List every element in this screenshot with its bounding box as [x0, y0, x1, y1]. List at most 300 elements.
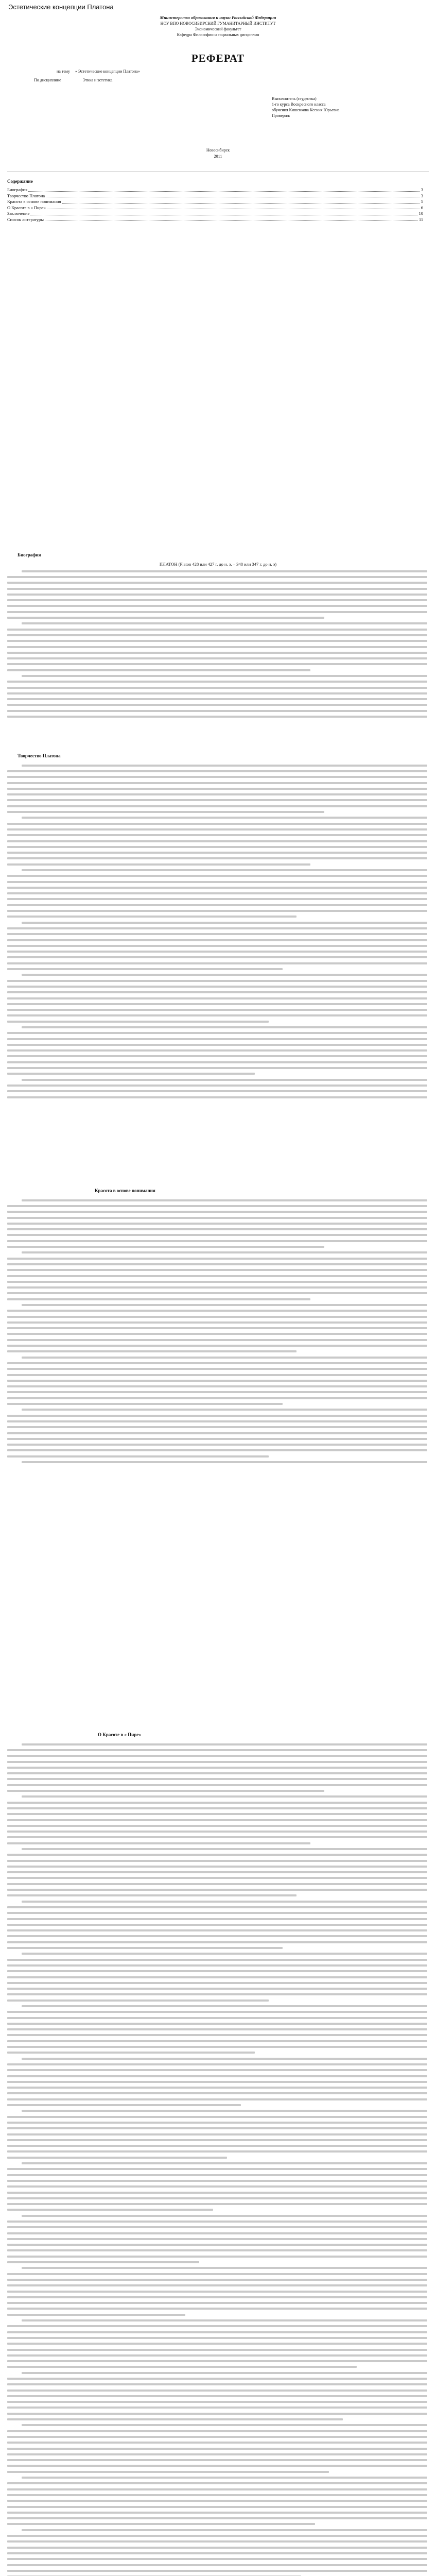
text-line [7, 1203, 427, 1209]
text-line [7, 931, 427, 937]
text-line [7, 908, 427, 913]
text-line [7, 1811, 427, 1817]
text-line [7, 1934, 427, 1939]
text-line [7, 1459, 427, 1465]
text-line [7, 2370, 427, 2376]
text-line [7, 2440, 427, 2446]
text-line [7, 1238, 427, 1244]
text-line [7, 2213, 427, 2218]
text-line [7, 2242, 427, 2248]
text-line [7, 2096, 427, 2102]
text-line [7, 667, 427, 673]
toc-title: Содержание [7, 179, 33, 184]
text-line [7, 1840, 427, 1846]
text-line [7, 2259, 427, 2265]
text-line [7, 2131, 427, 2137]
text-line [7, 1065, 427, 1071]
text-line [7, 826, 427, 832]
text-line [7, 2475, 427, 2480]
text-line [7, 1887, 427, 1892]
text-line [7, 1077, 427, 1082]
topic-text: « Эстетические концепции Платона» [75, 69, 140, 74]
text-line [7, 762, 427, 768]
toc-leader [46, 193, 420, 198]
text-line [7, 1413, 427, 1418]
body-text [7, 1741, 427, 2576]
text-line [7, 774, 427, 780]
text-line [7, 2044, 427, 2049]
text-line [7, 1980, 427, 1986]
text-line [7, 2539, 427, 2545]
text-line [7, 768, 427, 774]
text-line [7, 2312, 427, 2317]
text-line [7, 955, 427, 960]
text-line [7, 1232, 427, 1238]
text-line [7, 714, 427, 719]
text-line [7, 1846, 427, 1852]
text-line [7, 1384, 427, 1389]
section-creativity [7, 753, 429, 1100]
text-line [7, 1250, 427, 1256]
text-line [7, 1835, 427, 1840]
text-line [7, 2545, 427, 2550]
text-line [7, 1875, 427, 1881]
toc-leader [45, 217, 418, 222]
toc-item[interactable] [7, 199, 423, 205]
text-line [7, 1019, 427, 1024]
text-line [7, 1805, 427, 1811]
text-line [7, 2225, 427, 2230]
text-line [7, 2463, 427, 2469]
year: 2011 [214, 154, 222, 159]
text-line [7, 1036, 427, 1042]
section-heading: О Красоте в « Пире» [98, 1732, 141, 1737]
text-line [7, 990, 427, 995]
text-line [7, 708, 427, 714]
divider [7, 171, 429, 172]
text-line [7, 644, 427, 650]
toc-item[interactable] [7, 211, 423, 217]
text-line [7, 2271, 427, 2277]
text-line [7, 1319, 427, 1325]
text-line [7, 925, 427, 931]
performer-block [272, 96, 429, 118]
text-line [7, 2178, 427, 2183]
body-text [7, 1197, 427, 1465]
text-line [7, 896, 427, 902]
text-line [7, 984, 427, 989]
text-line [7, 798, 427, 803]
text-line [7, 2190, 427, 2195]
section-heading: Биография [18, 552, 41, 557]
text-line [7, 960, 427, 966]
body-text [7, 568, 427, 720]
text-line [7, 1800, 427, 1805]
text-line [7, 966, 427, 972]
text-line [7, 1986, 427, 1991]
text-line [7, 1273, 427, 1279]
text-line [7, 1401, 427, 1406]
text-line [7, 1331, 427, 1337]
toc-leader [62, 199, 420, 204]
text-line [7, 2201, 427, 2207]
toc-item-page: 3 [421, 187, 423, 192]
text-line [7, 885, 427, 890]
text-line [7, 1048, 427, 1054]
discipline-label: По дисциплине [34, 78, 61, 82]
text-line [7, 2009, 427, 2015]
text-line [7, 1059, 427, 1065]
text-line [7, 1360, 427, 1366]
report-title: РЕФЕРАТ [191, 52, 245, 64]
text-line [7, 1013, 427, 1019]
text-line [7, 943, 427, 948]
text-line [7, 2562, 427, 2568]
city: Новосибирск [206, 148, 230, 152]
text-line [7, 1893, 427, 1899]
text-line [7, 580, 427, 586]
text-line [7, 2498, 427, 2504]
text-line [7, 1922, 427, 1927]
text-line [7, 1448, 427, 1453]
performer-line: Выполнитель (студентка) [272, 96, 317, 101]
text-line [7, 902, 427, 908]
text-line [7, 2149, 427, 2155]
text-line [7, 2306, 427, 2312]
text-line [7, 2166, 427, 2172]
text-line [7, 873, 427, 879]
body-text [7, 762, 427, 1100]
text-line [7, 2411, 427, 2416]
text-line [7, 2091, 427, 2096]
text-line [7, 2416, 427, 2422]
text-line [7, 702, 427, 708]
text-line [7, 2352, 427, 2358]
toc-item-label: Биография [7, 187, 28, 192]
text-line [7, 995, 427, 1001]
text-line [7, 597, 427, 603]
text-line [7, 1094, 427, 1100]
text-line [7, 850, 427, 855]
text-line [7, 1453, 427, 1459]
department-line: Кафедра Философии и социальных дисциплин [177, 32, 259, 37]
text-line [7, 2079, 427, 2084]
text-line [7, 621, 427, 626]
text-line [7, 803, 427, 809]
text-line [7, 2120, 427, 2125]
text-line [7, 2003, 427, 2009]
text-line [7, 1436, 427, 1442]
text-line [7, 1442, 427, 1447]
topic-line [57, 69, 429, 74]
text-line [7, 591, 427, 597]
text-line [7, 1741, 427, 1747]
section-beauty [7, 1188, 429, 1465]
text-line [7, 1314, 427, 1319]
text-line [7, 2015, 427, 2021]
performer-line: Проверил: [272, 113, 290, 118]
text-line [7, 2289, 427, 2294]
text-line [7, 1343, 427, 1348]
text-line [7, 2155, 427, 2160]
text-line [7, 690, 427, 696]
table-of-contents [7, 179, 429, 223]
text-line [7, 780, 427, 786]
text-line [7, 2032, 427, 2038]
text-line [7, 2458, 427, 2463]
text-line [7, 568, 427, 574]
text-line [7, 1747, 427, 1753]
text-line [7, 1354, 427, 1360]
text-line [7, 1221, 427, 1226]
document-page [0, 3, 436, 2576]
text-line [7, 679, 427, 685]
text-line [7, 1279, 427, 1284]
text-line [7, 1794, 427, 1800]
text-line [7, 574, 427, 580]
text-line [7, 2324, 427, 2329]
text-line [7, 2504, 427, 2510]
text-line [7, 1870, 427, 1875]
topic-label: на тему [57, 69, 70, 74]
text-line [7, 1296, 427, 1302]
text-line [7, 1753, 427, 1759]
text-line [7, 2358, 427, 2364]
section-heading: Творчество Платона [18, 753, 61, 758]
text-line [7, 1337, 427, 1343]
text-line [7, 609, 427, 615]
text-line [7, 2085, 427, 2091]
text-line [7, 615, 427, 620]
text-line [7, 2376, 427, 2381]
text-line [7, 2067, 427, 2073]
text-line [7, 2038, 427, 2044]
faculty-line: Экономический факультет [195, 27, 241, 31]
text-line [7, 2195, 427, 2201]
toc-item-page: 6 [421, 205, 423, 210]
toc-item[interactable] [7, 205, 423, 211]
text-line [7, 1209, 427, 1215]
text-line [7, 1284, 427, 1290]
text-line [7, 2364, 427, 2370]
text-line [7, 685, 427, 690]
text-line [7, 2073, 427, 2079]
text-line [7, 655, 427, 661]
text-line [7, 2434, 427, 2439]
text-line [7, 2405, 427, 2411]
text-line [7, 1007, 427, 1012]
section-feast [7, 1732, 429, 2576]
text-line [7, 1024, 427, 1030]
text-line [7, 2160, 427, 2166]
text-line [7, 2341, 427, 2347]
text-line [7, 1244, 427, 1249]
text-line [7, 2521, 427, 2527]
text-line [7, 2393, 427, 2399]
text-line [7, 2207, 427, 2213]
text-line [7, 815, 427, 821]
text-line [7, 2515, 427, 2521]
text-line [7, 1226, 427, 1232]
text-line [7, 2481, 427, 2486]
toc-item-label: Заключение [7, 211, 30, 216]
text-line [7, 833, 427, 838]
text-line [7, 2527, 427, 2533]
text-line [7, 673, 427, 679]
text-line [7, 1951, 427, 1957]
text-line [7, 2114, 427, 2120]
toc-item[interactable] [7, 217, 423, 223]
text-line [7, 2550, 427, 2556]
text-line [7, 2300, 427, 2306]
document-title: Эстетические концепции Платона [8, 3, 114, 11]
text-line [7, 1089, 427, 1094]
text-line [7, 879, 427, 885]
text-line [7, 1291, 427, 1296]
text-line [7, 650, 427, 655]
text-line [7, 2236, 427, 2242]
text-line [7, 2510, 427, 2515]
text-line [7, 697, 427, 702]
text-line [7, 1215, 427, 1221]
text-line [7, 1759, 427, 1765]
text-line [7, 978, 427, 984]
text-line [7, 1407, 427, 1413]
text-line [7, 2399, 427, 2405]
text-line [7, 972, 427, 978]
toc-item-page: 5 [421, 199, 423, 204]
text-line [7, 1770, 427, 1776]
text-line [7, 2451, 427, 2457]
text-line [7, 1430, 427, 1436]
discipline-line [34, 78, 429, 82]
text-line [7, 2218, 427, 2224]
text-line [7, 1001, 427, 1007]
section-heading: Красота в основе понимания [95, 1188, 155, 1193]
text-line [7, 1349, 427, 1354]
text-line [7, 2422, 427, 2428]
text-line [7, 2446, 427, 2451]
text-line [7, 2184, 427, 2190]
university-line: НОУ ВПО НОВОСИБИРСКИЙ ГУМАНИТАРНЫЙ ИНСТИТУТ [160, 21, 276, 26]
text-line [7, 920, 427, 925]
text-line [7, 2294, 427, 2300]
text-line [7, 1858, 427, 1863]
text-line [7, 1197, 427, 1203]
text-line [7, 791, 427, 797]
text-line [7, 1881, 427, 1887]
text-line [7, 861, 427, 867]
toc-leader [47, 205, 420, 210]
text-line [7, 2050, 427, 2056]
text-line [7, 603, 427, 609]
text-line [7, 1823, 427, 1828]
text-line [7, 586, 427, 591]
text-line [7, 2248, 427, 2253]
toc-item-label: Красота в основе понимания [7, 199, 61, 204]
text-line [7, 2265, 427, 2271]
performer-line: обучения Кишенкова Ксения Юрьевна [272, 108, 340, 112]
text-line [7, 2486, 427, 2492]
text-line [7, 2027, 427, 2032]
text-line [7, 1389, 427, 1395]
text-line [7, 2277, 427, 2282]
toc-item-page: 3 [421, 193, 423, 198]
toc-item-label: Список литературы [7, 216, 44, 222]
text-line [7, 1425, 427, 1430]
text-line [7, 2533, 427, 2538]
text-line [7, 2573, 427, 2576]
text-line [7, 1852, 427, 1858]
text-line [7, 2137, 427, 2143]
text-line [7, 914, 427, 920]
text-line [7, 2329, 427, 2335]
toc-item[interactable] [7, 193, 423, 199]
text-line [7, 2568, 427, 2573]
toc-item[interactable] [7, 187, 423, 193]
toc-item-page: 11 [418, 216, 423, 222]
text-line [7, 2230, 427, 2236]
text-line [7, 1054, 427, 1059]
toc-leader [30, 211, 417, 215]
text-line [7, 1997, 427, 2003]
text-line [7, 1904, 427, 1910]
text-line [7, 2556, 427, 2562]
text-line [7, 662, 427, 667]
text-line [7, 2021, 427, 2026]
text-line [7, 1326, 427, 1331]
text-line [7, 1071, 427, 1077]
text-line [7, 626, 427, 632]
text-line [7, 856, 427, 861]
text-line [7, 1945, 427, 1951]
toc-item-page: 10 [418, 211, 423, 216]
text-line [7, 1256, 427, 1261]
text-line [7, 1828, 427, 1834]
text-line [7, 1817, 427, 1823]
text-line [7, 1776, 427, 1782]
text-line [7, 1378, 427, 1383]
text-line [7, 1261, 427, 1267]
text-line [7, 821, 427, 826]
text-line [7, 1962, 427, 1968]
ministry-line: Министерство образования и науки Российской Федерации [160, 15, 276, 20]
text-line [7, 1082, 427, 1088]
text-line [7, 2317, 427, 2323]
text-line [7, 786, 427, 791]
text-line [7, 867, 427, 873]
text-line [7, 949, 427, 955]
text-line [7, 1957, 427, 1962]
text-line [7, 638, 427, 644]
text-line [7, 2347, 427, 2352]
text-line [7, 1863, 427, 1869]
text-line [7, 2428, 427, 2434]
text-line [7, 2387, 427, 2393]
bio-dates-line: ПЛАТОН (Platon 428 или 427 г. до н. э. – 348 или 347 г. до н. э) [159, 562, 277, 567]
discipline-text: Этика и эстетика [82, 78, 113, 82]
text-line [7, 1910, 427, 1916]
text-line [7, 1418, 427, 1424]
text-line [7, 2102, 427, 2108]
toc-item-label: Творчество Платона [7, 193, 45, 198]
text-line [7, 1372, 427, 1378]
text-line [7, 1899, 427, 1904]
text-line [7, 2061, 427, 2067]
text-line [7, 1974, 427, 1980]
text-line [7, 1992, 427, 1997]
toc-leader [28, 187, 420, 192]
